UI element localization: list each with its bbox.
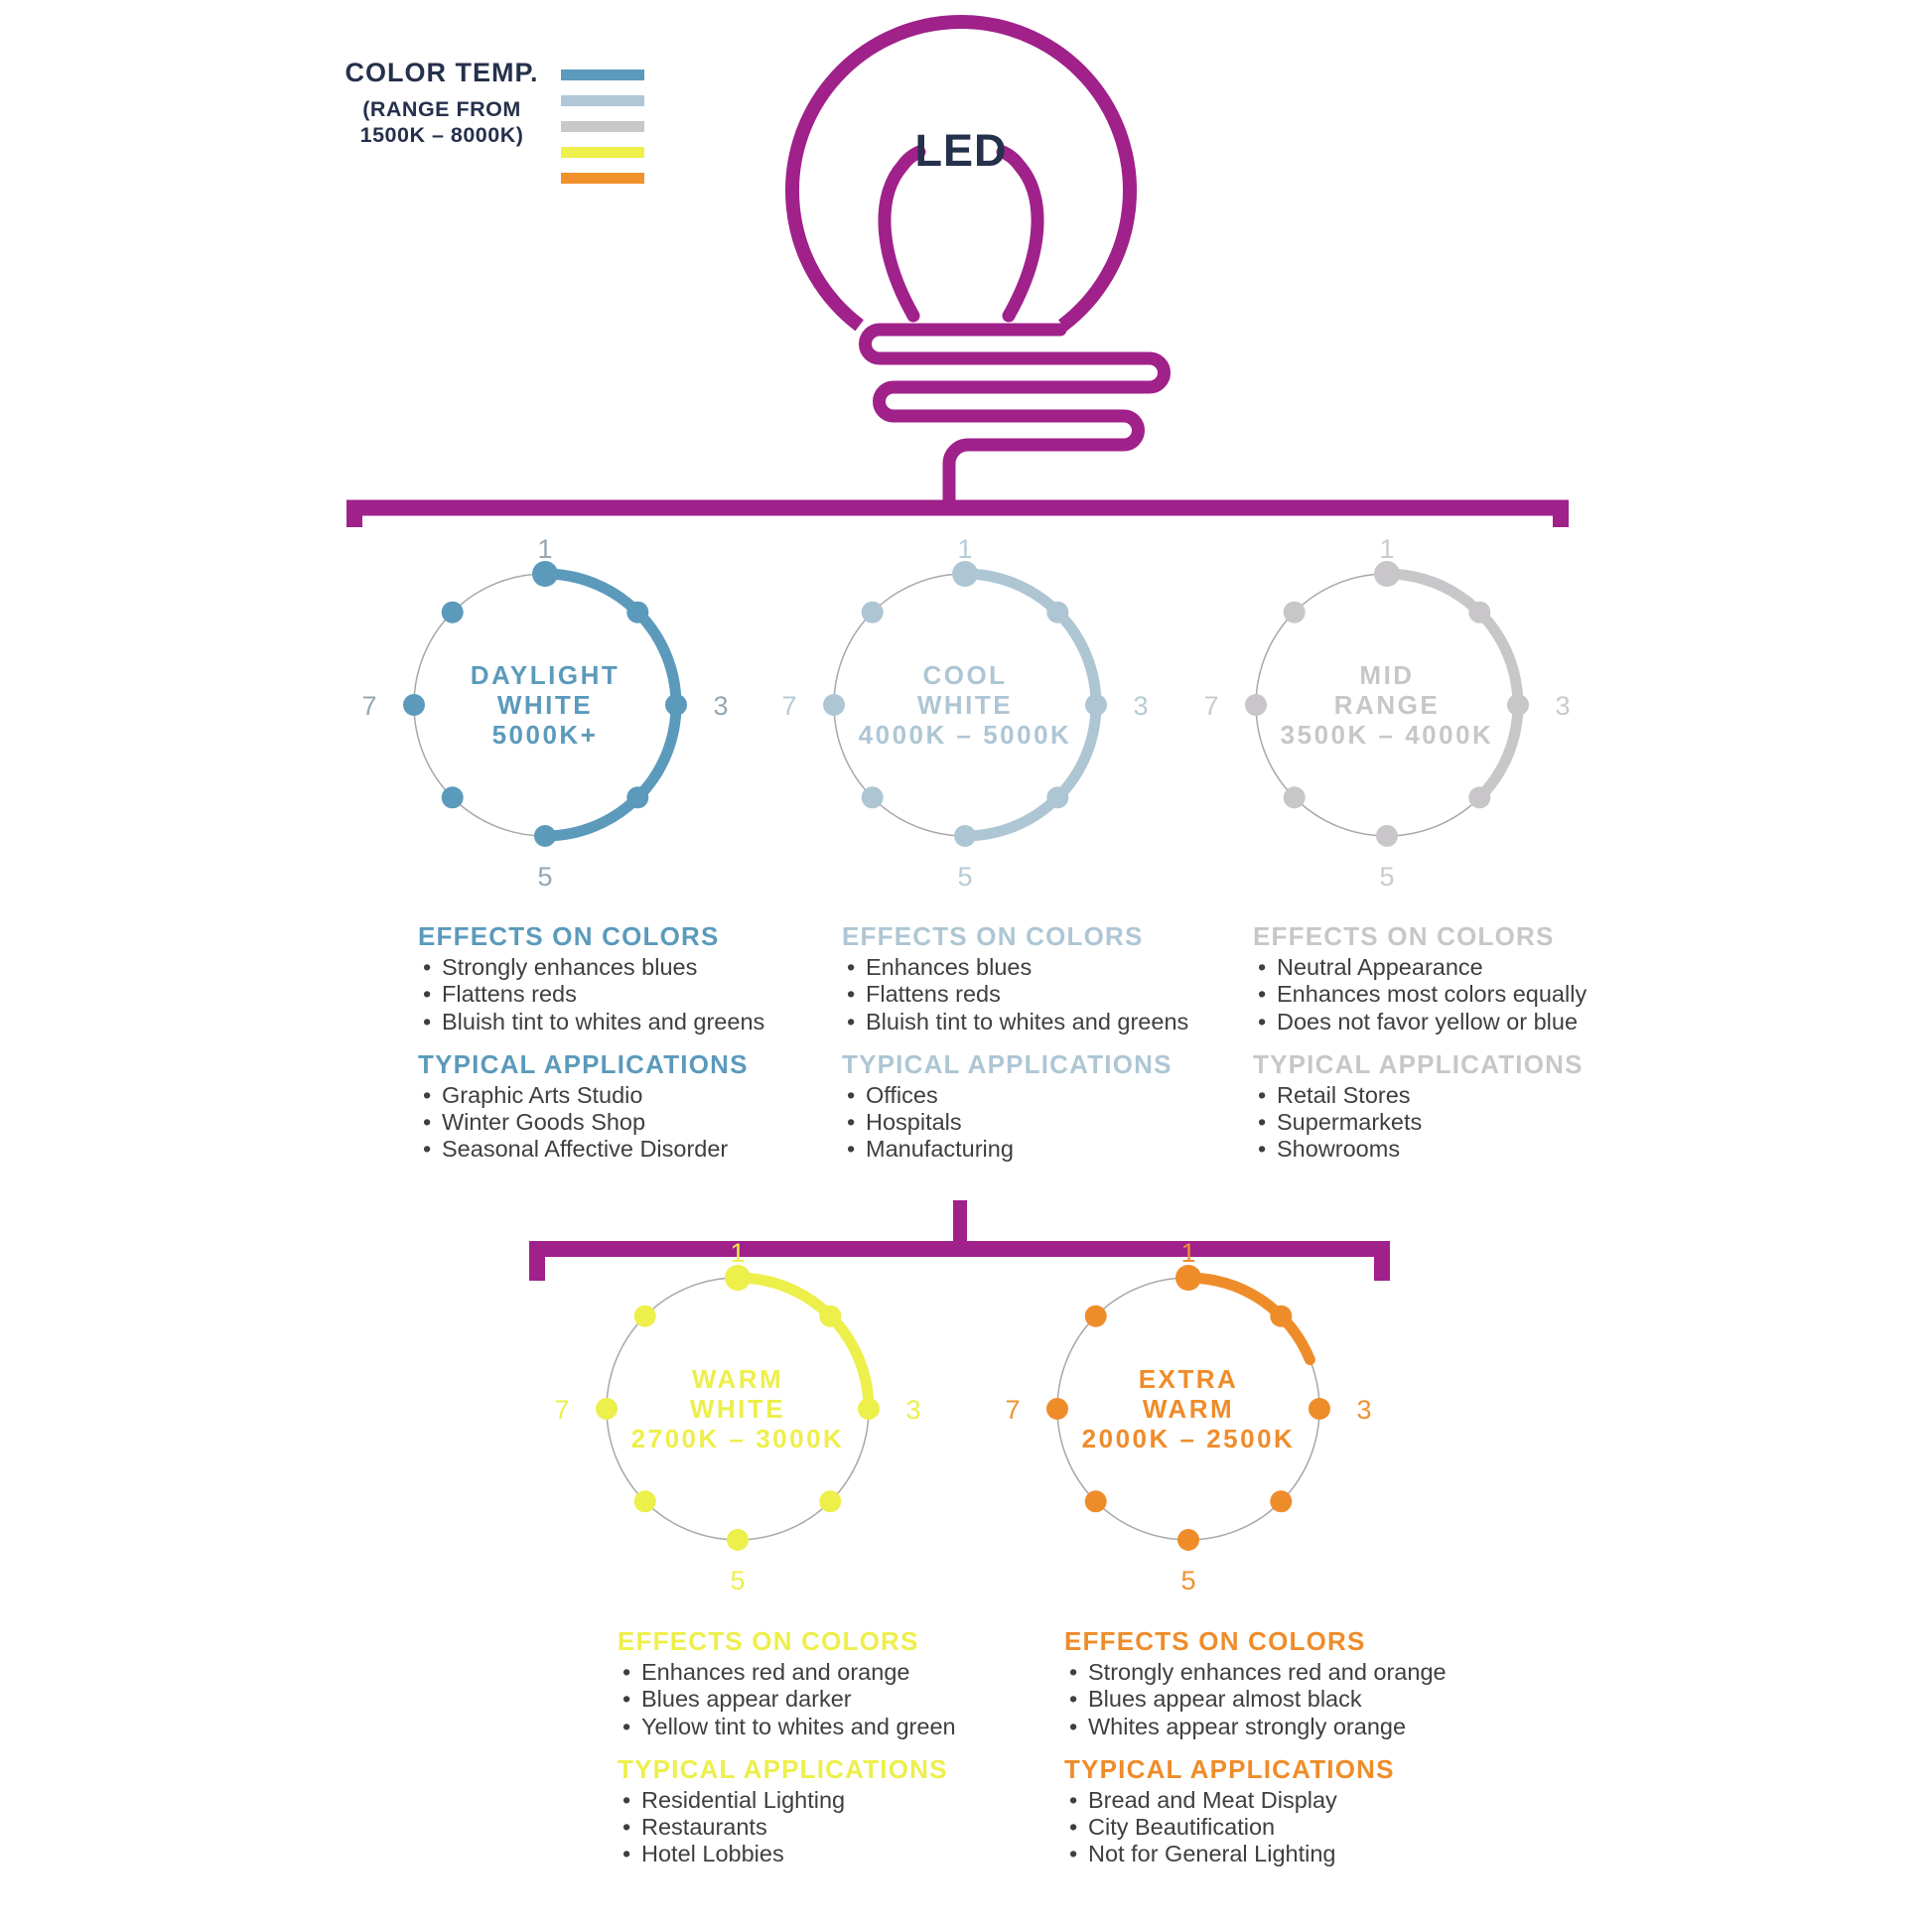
ring-label-line: COOL [922,660,1008,690]
applications-heading: TYPICAL APPLICATIONS [1064,1753,1395,1784]
ring-number: 5 [1379,862,1395,892]
list-item: • Blues appear darker [618,1686,1054,1713]
list-item: • Manufacturing [842,1136,1279,1163]
applications-list [1253,1082,1690,1164]
effects-list [418,954,855,1035]
ring-number: 5 [537,862,553,892]
list-item: • Not for General Lighting [1064,1841,1501,1867]
effects-heading: EFFECTS ON COLORS [1253,921,1555,951]
list-item: • Flattens reds [842,981,1279,1008]
ring-label-warm-white [589,1364,887,1453]
ring-number: 3 [905,1395,921,1425]
ring-label-line: 3500K – 4000K [1280,720,1494,750]
ring-number: 5 [957,862,973,892]
ring-number: 1 [537,534,553,564]
list-item: • Yellow tint to whites and green [618,1714,1054,1740]
ring-label-extra-warm [1039,1364,1337,1453]
list-item: • Strongly enhances red and orange [1064,1659,1501,1686]
effects-list [1064,1659,1501,1740]
list-item: • Residential Lighting [618,1787,1054,1814]
ring-number: 1 [730,1238,746,1268]
effects-heading: EFFECTS ON COLORS [618,1626,919,1656]
legend-bar-cool [561,95,644,106]
list-item: • Strongly enhances blues [418,954,855,981]
list-item: • Supermarkets [1253,1109,1690,1136]
legend-bar-mid [561,121,644,132]
ring-label-line: 4000K – 5000K [858,720,1072,750]
ring-label-line: WARM [691,1364,784,1394]
ring-label-line: WARM [1142,1394,1235,1424]
ring-number: 7 [361,691,377,721]
ring-number: 3 [1356,1395,1372,1425]
applications-heading: TYPICAL APPLICATIONS [418,1048,749,1079]
ring-number: 5 [1180,1566,1196,1595]
legend-subtitle-line1: (RANGE FROM [362,97,521,121]
applications-heading: TYPICAL APPLICATIONS [842,1048,1173,1079]
ring-label-line: EXTRA [1138,1364,1239,1394]
ring-number: 7 [1005,1395,1021,1425]
list-item: • Winter Goods Shop [418,1109,855,1136]
ring-label-line: 2000K – 2500K [1081,1424,1296,1453]
ring-number: 1 [1180,1238,1196,1268]
warm-white-details [618,1626,1054,1868]
list-item: • City Beautification [1064,1814,1501,1841]
ring-label-line: 5000K+ [491,720,599,750]
ring-label-line: RANGE [1333,690,1441,720]
legend-bar-extra-warm [561,173,644,184]
ring-label-line: MID [1359,660,1415,690]
list-item: • Neutral Appearance [1253,954,1690,981]
effects-heading: EFFECTS ON COLORS [842,921,1144,951]
list-item: • Showrooms [1253,1136,1690,1163]
legend-bar-daylight [561,69,644,80]
list-item: • Enhances most colors equally [1253,981,1690,1008]
ring-number: 3 [713,691,729,721]
legend-title: COLOR TEMP. [345,58,539,87]
list-item: • Flattens reds [418,981,855,1008]
list-item: • Offices [842,1082,1279,1109]
ring-number: 7 [1203,691,1219,721]
ring-number: 1 [957,534,973,564]
ring-number: 3 [1555,691,1571,721]
effects-list [1253,954,1690,1035]
applications-heading: TYPICAL APPLICATIONS [1253,1048,1584,1079]
ring-label-line: DAYLIGHT [470,660,621,690]
list-item: • Restaurants [618,1814,1054,1841]
ring-number: 3 [1133,691,1149,721]
ring-label-mid-range [1238,660,1536,750]
daylight-white-details [418,921,855,1164]
legend-subtitle [338,96,546,148]
effects-list [842,954,1279,1035]
ring-number: 7 [554,1395,570,1425]
ring-label-line: WHITE [689,1394,786,1424]
mid-range-details [1253,921,1690,1164]
list-item: • Does not favor yellow or blue [1253,1009,1690,1035]
effects-list [618,1659,1054,1740]
applications-list [1064,1787,1501,1868]
list-item: • Graphic Arts Studio [418,1082,855,1109]
legend-color-bars [561,69,644,199]
applications-list [418,1082,855,1164]
legend-subtitle-line2: 1500K – 8000K) [359,123,524,147]
led-label: LED [914,125,1008,176]
list-item: • Enhances blues [842,954,1279,981]
applications-list [618,1787,1054,1868]
effects-heading: EFFECTS ON COLORS [418,921,720,951]
ring-number: 7 [781,691,797,721]
bulb-filament-base [866,330,1165,508]
list-item: • Enhances red and orange [618,1659,1054,1686]
list-item: • Bluish tint to whites and greens [418,1009,855,1035]
list-item: • Retail Stores [1253,1082,1690,1109]
legend-bar-warm [561,147,644,158]
cool-white-details [842,921,1279,1164]
applications-list [842,1082,1279,1164]
list-item: • Blues appear almost black [1064,1686,1501,1713]
list-item: • Whites appear strongly orange [1064,1714,1501,1740]
list-item: • Bluish tint to whites and greens [842,1009,1279,1035]
ring-label-line: WHITE [496,690,594,720]
list-item: • Seasonal Affective Disorder [418,1136,855,1163]
ring-number: 1 [1379,534,1395,564]
applications-heading: TYPICAL APPLICATIONS [618,1753,948,1784]
list-item: • Hotel Lobbies [618,1841,1054,1867]
ring-number: 5 [730,1566,746,1595]
ring-label-line: WHITE [916,690,1014,720]
list-item: • Bread and Meat Display [1064,1787,1501,1814]
effects-heading: EFFECTS ON COLORS [1064,1626,1366,1656]
ring-label-daylight-white [396,660,694,750]
list-item: • Hospitals [842,1109,1279,1136]
extra-warm-details [1064,1626,1501,1868]
ring-label-cool-white [816,660,1114,750]
ring-label-line: 2700K – 3000K [630,1424,845,1453]
